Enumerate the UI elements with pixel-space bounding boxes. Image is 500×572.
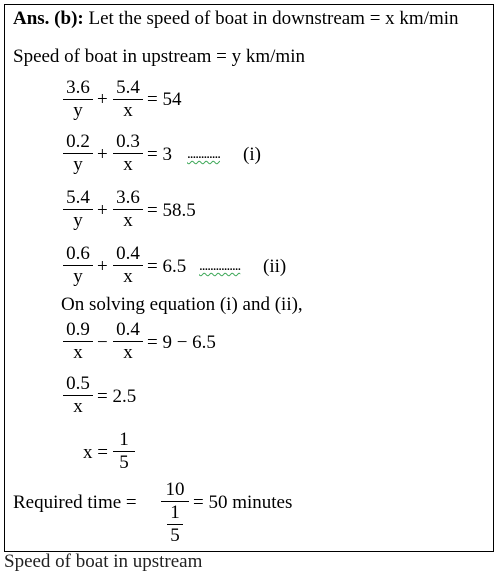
answer-box	[4, 4, 494, 552]
eq4-frac-b	[113, 243, 143, 288]
upstream-text: Speed of boat in upstream = y km/min	[13, 46, 305, 67]
eq2-b-num: 0.3	[116, 131, 140, 152]
eq3-a-den: y	[63, 209, 93, 232]
eq7-num: 1	[119, 429, 129, 450]
eq6-a-den: x	[63, 395, 93, 418]
eq1-a-num: 3.6	[66, 77, 90, 98]
eq4-frac-a	[63, 243, 93, 288]
eq5-a-den: x	[63, 341, 93, 364]
eq3-b-num: 3.6	[116, 187, 140, 208]
time-label: Required time =	[13, 492, 137, 513]
eq1-frac-a	[63, 77, 93, 122]
eq5-b-den: x	[113, 341, 143, 364]
eq3-frac-b	[113, 187, 143, 232]
answer-label: Ans. (b):	[13, 8, 84, 29]
time-den-den: 5	[167, 524, 183, 547]
eq7-frac	[113, 429, 135, 474]
eq1-a-den: y	[63, 99, 93, 122]
eq2-dots: ............	[187, 146, 220, 162]
eq2-frac-b	[113, 131, 143, 176]
answer-intro	[13, 9, 491, 29]
eq6-rhs: = 2.5	[97, 386, 137, 407]
eq2-rhs: = 3	[147, 144, 172, 165]
eq4-a-den: y	[63, 265, 93, 288]
eq4-a-num: 0.6	[66, 243, 90, 264]
eq5-frac-b	[113, 319, 143, 364]
eq4-op: +	[97, 256, 108, 277]
eq3-b-den: x	[113, 209, 143, 232]
eq1-rhs: = 54	[147, 89, 182, 110]
eq3-a-num: 5.4	[66, 187, 90, 208]
eq4-rhs: = 6.5	[147, 256, 187, 277]
time-den-num: 1	[170, 502, 180, 523]
eq4-tag: (ii)	[263, 256, 287, 277]
eq1-b-num: 5.4	[116, 77, 140, 98]
eq2-b-den: x	[113, 153, 143, 176]
eq7-lhs: x =	[83, 442, 108, 463]
eq5-rhs: = 9 − 6.5	[147, 332, 216, 353]
eq4-dots: ...............	[199, 258, 241, 274]
eq6-frac-a	[63, 373, 93, 418]
eq1-b-den: x	[113, 99, 143, 122]
eq2-op: +	[97, 144, 108, 165]
time-rhs: = 50 minutes	[193, 492, 293, 513]
eq1-op: +	[97, 89, 108, 110]
eq2-tag: (i)	[243, 144, 261, 165]
solving-text: On solving equation (i) and (ii),	[61, 294, 303, 315]
answer-intro-text: Let the speed of boat in downstream = x km/min	[83, 8, 459, 29]
eq2-a-num: 0.2	[66, 131, 90, 152]
eq2-a-den: y	[63, 153, 93, 176]
time-frac	[161, 479, 189, 547]
time-num: 10	[165, 479, 185, 500]
eq3-rhs: = 58.5	[147, 200, 196, 221]
cut-off-next-line: Speed of boat in upstream	[4, 551, 203, 572]
eq1-frac-b	[113, 77, 143, 122]
eq5-frac-a	[63, 319, 93, 364]
eq2-frac-a	[63, 131, 93, 176]
eq7-den: 5	[113, 451, 135, 474]
eq5-a-num: 0.9	[66, 319, 90, 340]
eq3-frac-a	[63, 187, 93, 232]
eq4-b-num: 0.4	[116, 243, 140, 264]
eq6-a-num: 0.5	[66, 373, 90, 394]
eq5-b-num: 0.4	[116, 319, 140, 340]
time-den	[161, 501, 189, 547]
eq4-b-den: x	[113, 265, 143, 288]
eq5-op: −	[97, 332, 108, 353]
eq3-op: +	[97, 200, 108, 221]
